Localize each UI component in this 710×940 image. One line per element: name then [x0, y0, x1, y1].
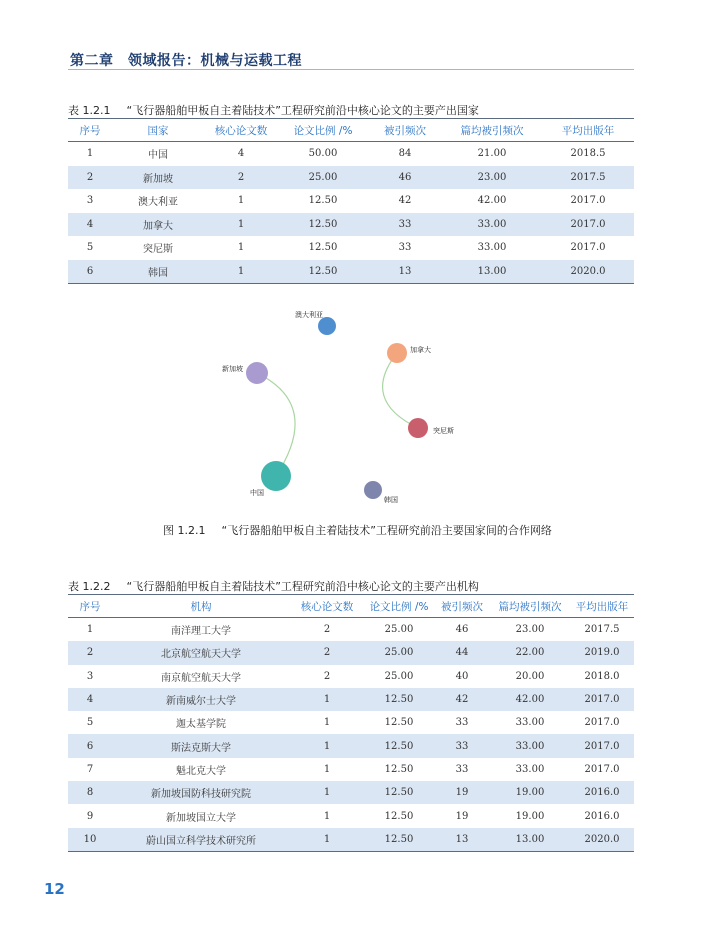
table-cell: 33 — [455, 717, 469, 729]
table-cell: 2 — [204, 166, 278, 190]
column-header: 机构 — [112, 595, 290, 618]
table-cell: 2017.5 — [542, 166, 634, 190]
table-row — [68, 758, 634, 781]
header-rule — [68, 69, 634, 70]
table-cell: 1 — [86, 148, 94, 160]
table-cell: 1 — [290, 734, 364, 757]
table-cell: 2016.0 — [584, 810, 620, 822]
table-cell: 新加坡 — [112, 166, 204, 190]
table-cell: 33 — [434, 734, 490, 757]
table-cell: 12.50 — [384, 717, 414, 729]
table-cell: 1 — [323, 763, 331, 775]
table-row — [68, 734, 634, 757]
table-cell: 1 — [290, 781, 364, 804]
edge-singapore-china — [257, 373, 295, 476]
network-node-label: 中国 — [250, 489, 264, 497]
table-cell: 新加坡国立大学 — [166, 812, 236, 824]
table-cell: 12.50 — [364, 828, 434, 852]
table-cell: 2 — [323, 624, 331, 636]
network-node — [246, 362, 268, 384]
table-cell: 46 — [368, 166, 442, 190]
column-header: 被引频次 — [434, 595, 490, 618]
table-cell: 2 — [68, 166, 112, 190]
table2-caption — [68, 578, 479, 594]
network-node-label: 突尼斯 — [433, 427, 454, 435]
table-cell: 2017.0 — [570, 734, 634, 757]
table-cell: 33.00 — [490, 734, 570, 757]
table-cell: 魁北克大学 — [176, 765, 226, 777]
table-cell: 6 — [68, 734, 112, 757]
table-cell: 19 — [434, 781, 490, 804]
table-cell: 40 — [455, 670, 469, 682]
table-cell: 1 — [323, 717, 331, 729]
table-cell: 蔚山国立科学技术研究所 — [112, 828, 290, 852]
table-cell: 44 — [434, 641, 490, 664]
table-cell: 12.50 — [278, 260, 368, 284]
table-cell: 2017.0 — [570, 195, 606, 207]
table-cell: 新加坡国防科技研究院 — [112, 781, 290, 804]
table-cell: 6 — [68, 260, 112, 284]
collaboration-network — [200, 305, 490, 510]
table-row — [68, 688, 634, 711]
table-cell: 2018.0 — [584, 670, 620, 682]
table-cell: 3 — [86, 195, 94, 207]
network-node — [408, 418, 428, 438]
table-cell: 2020.0 — [570, 828, 634, 852]
table-cell: 21.00 — [477, 148, 507, 160]
table-row — [68, 618, 634, 642]
table-cell: 加拿大 — [112, 213, 204, 237]
table-cell: 新南威尔士大学 — [112, 688, 290, 711]
network-node-label: 加拿大 — [410, 346, 431, 354]
table-cell: 2017.0 — [584, 717, 620, 729]
column-header: 平均出版年 — [542, 119, 634, 142]
table-cell: 中国 — [148, 150, 168, 162]
table-cell: 1 — [86, 624, 94, 636]
table-cell: 25.00 — [384, 670, 414, 682]
table-cell: 12.50 — [364, 781, 434, 804]
table-row — [68, 804, 634, 827]
column-header: 论文比例 /% — [364, 595, 434, 618]
column-header: 论文比例 /% — [278, 119, 368, 142]
table2-number: 表 1.2.2 — [68, 580, 111, 593]
table-cell: 23.00 — [515, 624, 545, 636]
table-cell: 2017.5 — [584, 624, 620, 636]
table-row — [68, 166, 634, 190]
table-cell: 13 — [368, 260, 442, 284]
table-row — [68, 641, 634, 664]
table-cell: 2016.0 — [570, 781, 634, 804]
column-header: 序号 — [68, 119, 112, 142]
table-cell: 13 — [434, 828, 490, 852]
table-cell: 12.50 — [384, 763, 414, 775]
network-node-label: 澳大利亚 — [295, 311, 323, 319]
table-row — [68, 260, 634, 284]
table-cell: 韩国 — [112, 260, 204, 284]
table-cell: 25.00 — [364, 641, 434, 664]
table-cell: 22.00 — [490, 641, 570, 664]
table-cell: 7 — [86, 763, 94, 775]
table2-title: “飞行器船舶甲板自主着陆技术”工程研究前沿中核心论文的主要产出机构 — [126, 580, 479, 593]
table-cell: 33.00 — [515, 717, 545, 729]
table-cell: 42 — [434, 688, 490, 711]
table-cell: 23.00 — [442, 166, 542, 190]
column-header: 序号 — [68, 595, 112, 618]
table-cell: 8 — [68, 781, 112, 804]
column-header: 核心论文数 — [204, 119, 278, 142]
table-row — [68, 665, 634, 688]
table-cell: 42.00 — [477, 195, 507, 207]
column-header: 平均出版年 — [570, 595, 634, 618]
countries-table — [68, 118, 634, 284]
table-cell: 12.50 — [364, 688, 434, 711]
table-cell: 50.00 — [308, 148, 338, 160]
table-cell: 33.00 — [515, 763, 545, 775]
figure1-caption — [163, 522, 552, 538]
table-cell: 12.50 — [364, 734, 434, 757]
table-cell: 19.00 — [490, 781, 570, 804]
page-number: 12 — [44, 880, 65, 898]
table-cell: 1 — [204, 260, 278, 284]
table-cell: 2020.0 — [542, 260, 634, 284]
table-cell: 1 — [290, 688, 364, 711]
table-cell: 斯法克斯大学 — [112, 734, 290, 757]
table-cell: 20.00 — [515, 670, 545, 682]
table-cell: 2017.0 — [542, 213, 634, 237]
table-cell: 南京航空航天大学 — [161, 672, 241, 684]
table-cell: 3 — [86, 670, 94, 682]
table-cell: 1 — [237, 195, 245, 207]
table-cell: 33 — [455, 763, 469, 775]
table-cell: 25.00 — [384, 624, 414, 636]
table-header-row — [68, 595, 634, 618]
table-cell: 2 — [323, 670, 331, 682]
table-cell: 12.50 — [278, 213, 368, 237]
table-cell: 33 — [368, 213, 442, 237]
table-cell: 12.50 — [308, 242, 338, 254]
network-node-label: 新加坡 — [222, 365, 243, 373]
table-row — [68, 189, 634, 213]
table-row — [68, 711, 634, 734]
table1-title: “飞行器船舶甲板自主着陆技术”工程研究前沿中核心论文的主要产出国家 — [126, 104, 479, 117]
institutions-table — [68, 594, 634, 852]
table-cell: 42 — [398, 195, 412, 207]
table-cell: 12.50 — [384, 810, 414, 822]
table-cell: 9 — [86, 810, 94, 822]
table-cell: 2019.0 — [570, 641, 634, 664]
table-cell: 2018.5 — [570, 148, 606, 160]
table-cell: 19.00 — [515, 810, 545, 822]
table-cell: 4 — [68, 688, 112, 711]
table-cell: 33.00 — [442, 213, 542, 237]
table-cell: 19 — [455, 810, 469, 822]
table-cell: 南洋理工大学 — [171, 626, 231, 638]
table-cell: 33.00 — [477, 242, 507, 254]
table-row — [68, 828, 634, 852]
table-header-row — [68, 119, 634, 142]
table-cell: 5 — [86, 242, 94, 254]
column-header: 国家 — [112, 119, 204, 142]
column-header: 被引频次 — [368, 119, 442, 142]
figure1-number: 图 1.2.1 — [163, 524, 206, 537]
table1-number: 表 1.2.1 — [68, 104, 111, 117]
table-cell: 迦太基学院 — [176, 719, 226, 731]
table-cell: 25.00 — [278, 166, 368, 190]
table-cell: 42.00 — [490, 688, 570, 711]
network-node-label: 韩国 — [384, 496, 398, 504]
column-header: 篇均被引频次 — [490, 595, 570, 618]
table-cell: 13.00 — [442, 260, 542, 284]
table-cell: 13.00 — [490, 828, 570, 852]
table-cell: 突尼斯 — [143, 244, 173, 256]
table-cell: 4 — [68, 213, 112, 237]
chapter-header: 第二章 领域报告：机械与运载工程 — [70, 53, 302, 69]
table-cell: 1 — [323, 810, 331, 822]
column-header: 核心论文数 — [290, 595, 364, 618]
column-header: 篇均被引频次 — [442, 119, 542, 142]
table-cell: 2 — [290, 641, 364, 664]
network-node — [261, 461, 291, 491]
table1-caption — [68, 102, 479, 118]
figure1-title: “飞行器船舶甲板自主着陆技术”工程研究前沿主要国家间的合作网络 — [221, 524, 552, 537]
table-cell: 澳大利亚 — [138, 197, 178, 209]
table-row — [68, 142, 634, 166]
table-cell: 10 — [68, 828, 112, 852]
table-cell: 1 — [290, 828, 364, 852]
table-row — [68, 213, 634, 237]
network-node — [364, 481, 382, 499]
table-cell: 2017.0 — [570, 688, 634, 711]
table-cell: 1 — [237, 242, 245, 254]
table-cell: 2017.0 — [570, 242, 606, 254]
edge-canada-tunisia — [383, 353, 418, 428]
table-cell: 46 — [455, 624, 469, 636]
table-cell: 2 — [68, 641, 112, 664]
table-cell: 北京航空航天大学 — [112, 641, 290, 664]
table-cell: 84 — [398, 148, 412, 160]
table-cell: 33 — [398, 242, 412, 254]
table-cell: 2017.0 — [584, 763, 620, 775]
table-cell: 12.50 — [308, 195, 338, 207]
table-cell: 4 — [237, 148, 245, 160]
table-cell: 1 — [204, 213, 278, 237]
network-node — [387, 343, 407, 363]
table-row — [68, 236, 634, 260]
table-cell: 5 — [86, 717, 94, 729]
network-node — [318, 317, 336, 335]
table-row — [68, 781, 634, 804]
